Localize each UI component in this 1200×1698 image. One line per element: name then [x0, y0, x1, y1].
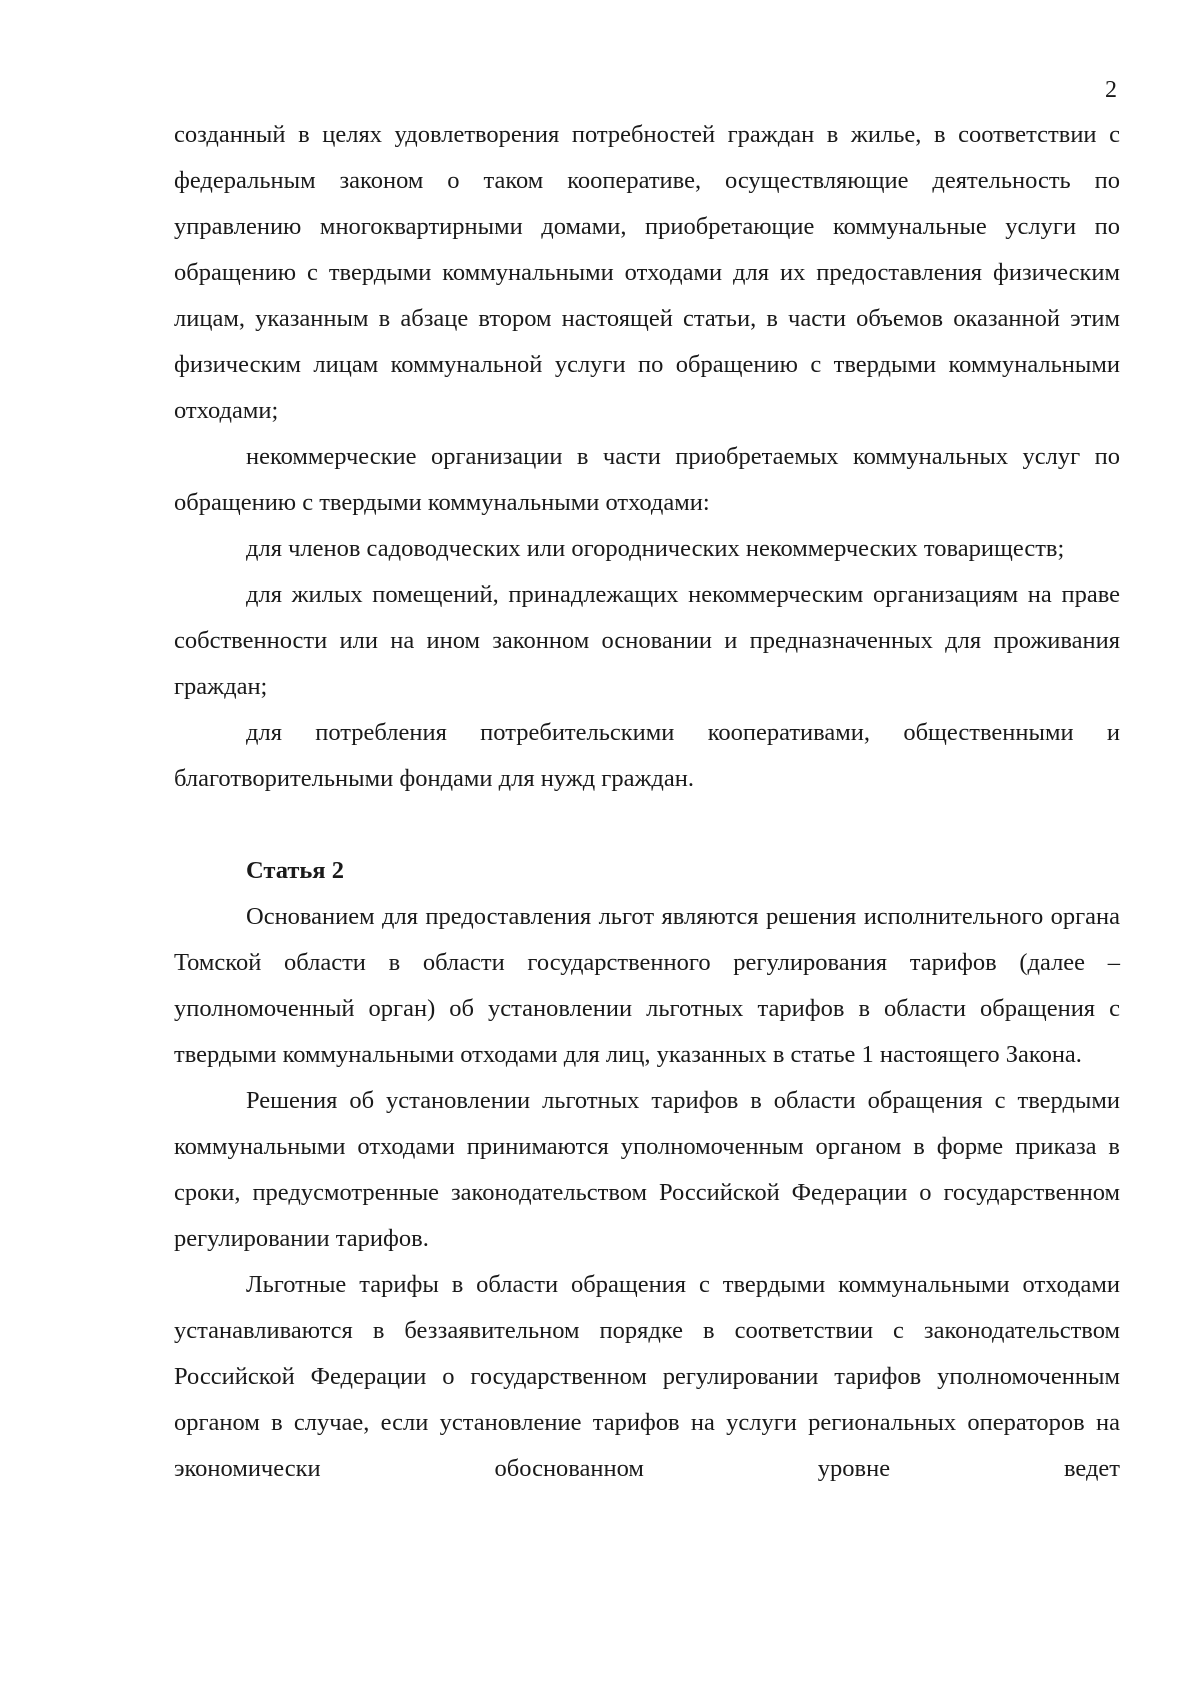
- paragraph-residential-premises: для жилых помещений, принадлежащих некоммерческим организациям на праве собственности или на ином законном основании и предназначенных для проживания граждан;: [174, 581, 1120, 700]
- document-body: [174, 112, 1120, 1492]
- paragraph-garden-partnerships: для членов садоводческих или огороднических некоммерческих товариществ;: [246, 535, 1065, 562]
- article-2-paragraph-decisions: Решения об установлении льготных тарифов в области обращения с твердыми коммунальными отходами принимаются уполномоченным органом в форме приказа в сроки, предусмотренные законодательством Российской Федерации о государственном регулировании тарифов.: [174, 1087, 1120, 1252]
- article-2-paragraph-tariffs: Льготные тарифы в области обращения с твердыми коммунальными отходами устанавливаются в беззаявительном порядке в соответствии с законодательством Российской Федерации о государственном регулировании тарифов уполномоченным органом в случае, если установление тарифов на услуги региональных операторов на экономически обоснованном уровне ведет: [174, 1271, 1120, 1482]
- paragraph-noncommercial-orgs: некоммерческие организации в части приобретаемых коммунальных услуг по обращению с твердыми коммунальными отходами:: [174, 443, 1120, 516]
- article-2-paragraph-basis: Основанием для предоставления льгот являются решения исполнительного органа Томской области в области государственного регулирования тарифов (далее – уполномоченный орган) об установлении льготных тарифов в области обращения с твердыми коммунальными отходами для лиц, указанных в статье 1 настоящего Закона.: [174, 903, 1120, 1068]
- paragraph-cooperative-text: созданный в целях удовлетворения потребностей граждан в жилье, в соответствии с федеральным законом о таком кооперативе, осуществляющие деятельность по управлению многоквартирными домами, приобретающие коммунальные услуги по обращению с твердыми коммунальными отходами для их предоставления физическим лицам, указанным в абзаце втором настоящей статьи, в части объемов оказанной этим физическим лицам коммунальной услуги по обращению с твердыми коммунальными отходами;: [174, 121, 1120, 424]
- paragraph-consumer-cooperatives: для потребления потребительскими кооперативами, общественными и благотворительными фондами для нужд граждан.: [174, 719, 1120, 792]
- article-2-heading: Статья 2: [246, 857, 344, 884]
- page-number: 2: [1105, 77, 1117, 103]
